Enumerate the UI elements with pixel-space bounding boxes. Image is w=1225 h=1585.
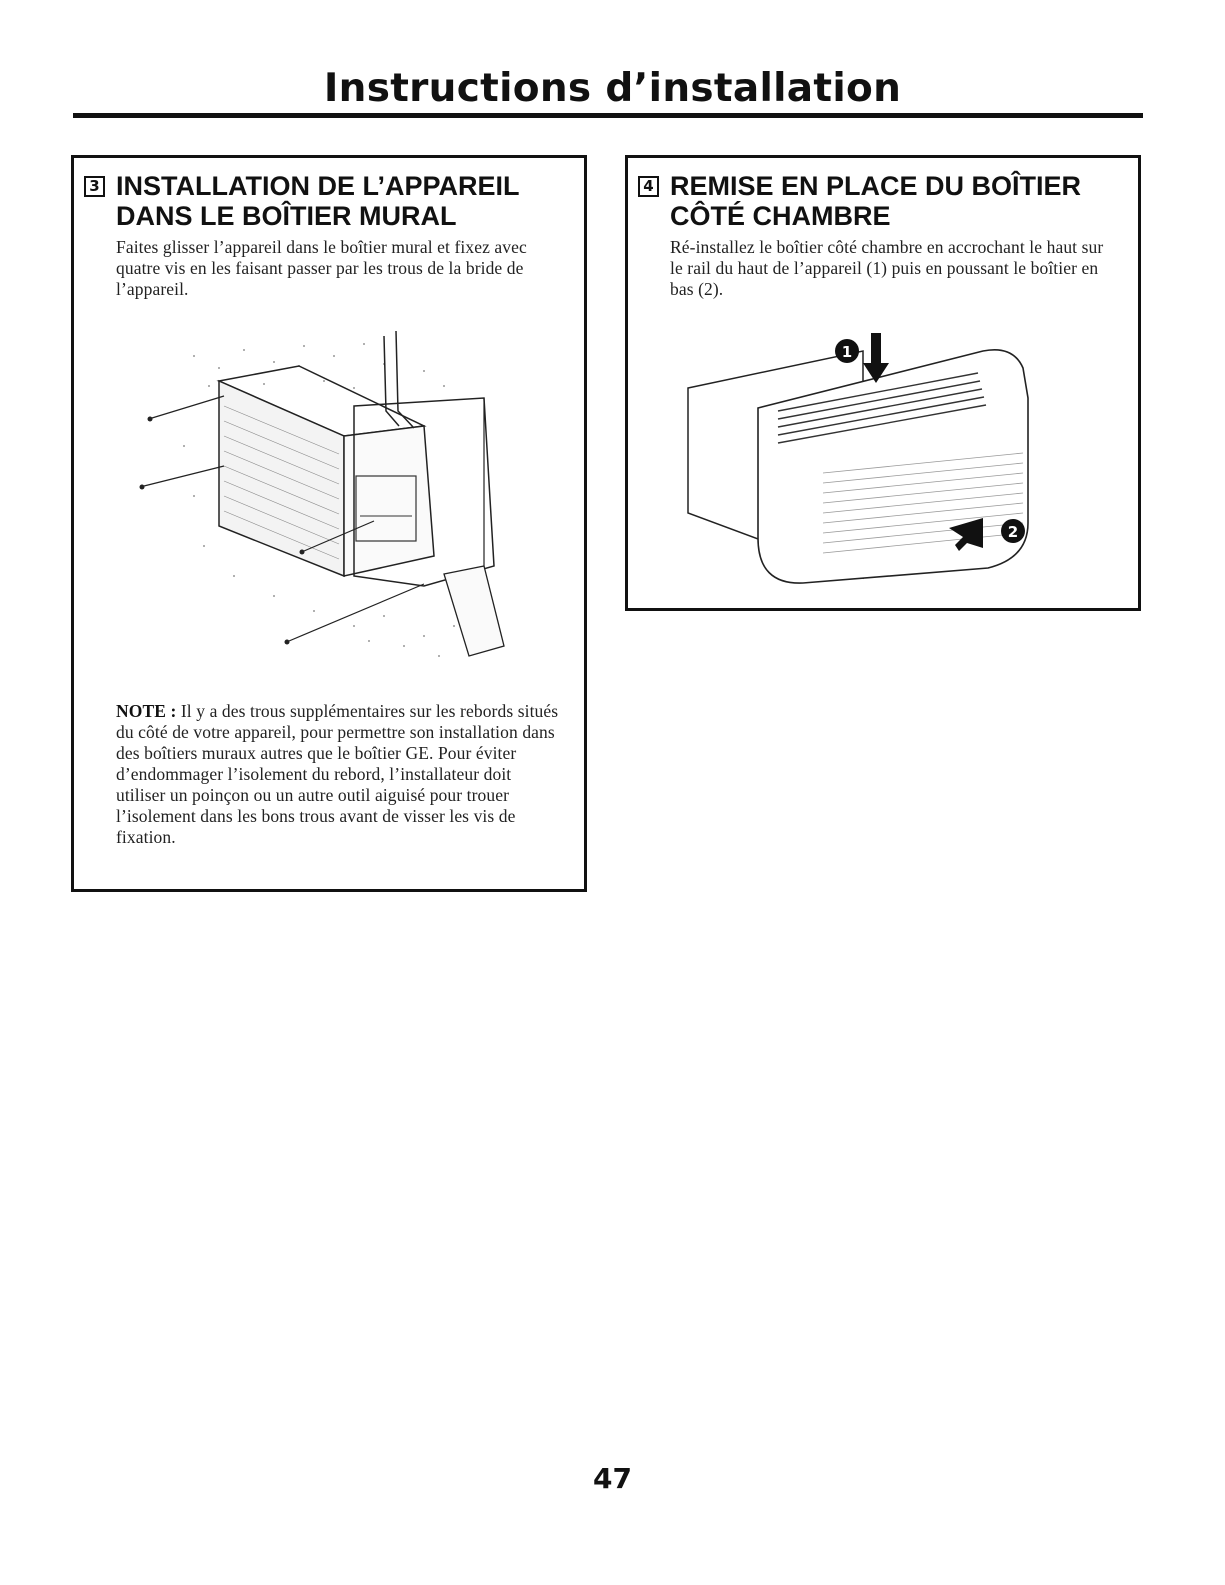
section-note <box>116 701 562 848</box>
note-text: Il y a des trous supplémentaires sur les rebords situés du côté de votre appareil, pour permettre son installation dans des boîtiers muraux autres que le boîtier GE. Pour éviter d’endommager l’isolement du rebord, l’installateur doit utiliser un poinçon ou un autre outil aiguisé pour trouer l’isolement dans les bons trous avant de visser les vis de fixation. <box>116 701 559 847</box>
section-install-unit <box>71 155 587 892</box>
section-intro: Faites glisser l’appareil dans le boîtier mural et fixez avec quatre vis en les faisant passer par les trous de la bride de l’appareil. <box>116 237 527 299</box>
title-rule <box>73 113 1143 118</box>
step-number: 4 <box>638 176 659 197</box>
section-header <box>638 171 1130 231</box>
section-replace-cabinet <box>625 155 1141 611</box>
svg-text:2: 2 <box>1007 523 1019 541</box>
unit-in-wall-sleeve-illustration <box>124 326 564 676</box>
svg-text:1: 1 <box>841 343 853 361</box>
callout-badge <box>835 339 859 363</box>
page-number: 47 <box>593 1462 632 1495</box>
page-title: Instructions d’installation <box>323 66 902 111</box>
section-header <box>84 171 576 231</box>
callout-badge <box>1001 519 1025 543</box>
room-cabinet-replacement-illustration <box>683 323 1103 588</box>
step-number: 3 <box>84 176 105 197</box>
section-intro: Ré-installez le boîtier côté chambre en accrochant le haut sur le rail du haut de l’appareil (1) puis en poussant le boîtier en bas (2). <box>670 237 1104 299</box>
note-label: NOTE : <box>116 701 177 721</box>
section-title: REMISE EN PLACE DU BOÎTIER CÔTÉ CHAMBRE <box>670 171 1082 231</box>
section-title: INSTALLATION DE L’APPAREIL DANS LE BOÎTIER MURAL <box>116 171 520 231</box>
